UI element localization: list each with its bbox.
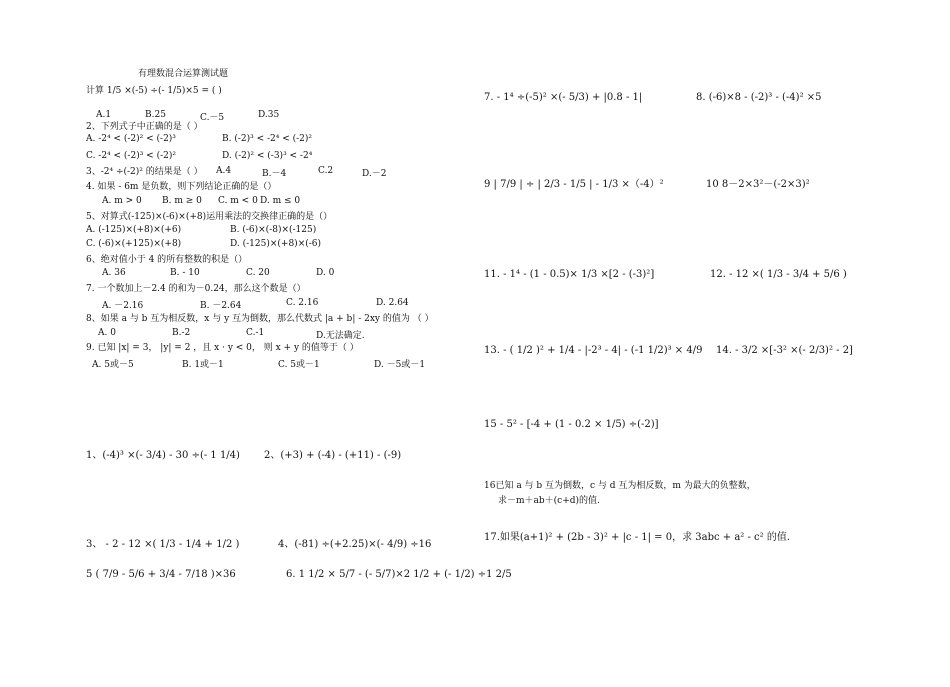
option: C.2 xyxy=(318,166,334,176)
option: D.无法确定. xyxy=(316,331,365,341)
calc-problem-15: 15 - 5² - [-4 + (1 - 0.2 × 1/5) ÷(-2)] xyxy=(484,419,659,430)
option: D. －5或－1 xyxy=(374,360,426,370)
calc-problem-1: 1、(-4)³ ×(- 3/4) - 30 ÷(- 1 1/4) xyxy=(86,450,240,461)
option: A. m > 0 xyxy=(102,196,142,206)
option: A.4 xyxy=(216,166,232,176)
option: A. 0 xyxy=(98,328,116,338)
option: C. m < 0 xyxy=(218,196,258,206)
calc-problem-2: 2、(+3) + (-4) - (+11) - (-9) xyxy=(264,450,402,461)
option: B. (-6)×(-8)×(-125) xyxy=(230,225,317,235)
calc-problem-9: 9 | 7/9 | ÷ | 2/3 - 1/5 | - 1/3 ×（-4）² xyxy=(484,179,664,190)
option: D. m ≤ 0 xyxy=(260,196,301,206)
calc-problem-6: 6. 1 1/2 × 5/7 - (- 5/7)×2 1/2 + (- 1/2) ÷1 2/5 xyxy=(286,569,512,580)
question-stem: 3、-2⁴ ÷(-2)² 的结果是（ ） xyxy=(86,167,203,177)
option: D.－2 xyxy=(362,169,387,179)
question-16-line1: 16已知 a 与 b 互为倒数，c 与 d 互为相反数，m 为最大的负整数， xyxy=(484,481,756,491)
calc-problem-4: 4、(-81) ÷(+2.25)×(- 4/9) ÷16 xyxy=(278,539,432,550)
option: A. -2⁴ < (-2)² < (-2)³ xyxy=(86,134,176,144)
question-stem: 8、如果 a 与 b 互为相反数，x 与 y 互为倒数，那么代数式 |a + b| - 2xy 的值为 （ ） xyxy=(86,314,434,324)
question-stem: 9. 已知 |x| = 3， |y| = 2 ，且 x · y < 0， 则 x + y 的值等于（ ） xyxy=(86,343,359,353)
option: A. －2.16 xyxy=(102,301,144,311)
option: B. m ≥ 0 xyxy=(162,196,202,206)
option: C.－5 xyxy=(200,113,225,123)
option: D. (-2)² < (-3)³ < -2⁴ xyxy=(222,151,313,161)
calc-problem-12: 12. - 12 ×( 1/3 - 3/4 + 5/6 ) xyxy=(710,269,847,280)
option: B.－4 xyxy=(262,169,287,179)
option: B. (-2)³ < -2⁴ < (-2)² xyxy=(222,134,313,144)
option: D. (-125)×(+8)×(-6) xyxy=(230,239,322,249)
question-stem: 4. 如果 - 6m 是负数，则下列结论正确的是（） xyxy=(86,182,277,192)
option: B.25 xyxy=(145,110,166,120)
calc-problem-3: 3、 - 2 - 12 ×( 1/3 - 1/4 + 1/2 ) xyxy=(86,539,240,550)
option: D. 2.64 xyxy=(376,298,409,308)
question-stem: 7. 一个数加上－2.4 的和为－0.24，那么这个数是（） xyxy=(86,284,306,294)
question-stem: 计算 1/5 ×(-5) ÷(- 1/5)×5 = ( ) xyxy=(86,86,222,96)
option: A. 5或－5 xyxy=(92,360,134,370)
option: D. 0 xyxy=(316,268,335,278)
option: B.-2 xyxy=(172,328,191,338)
option: B. 1或－1 xyxy=(182,360,224,370)
option: C.-1 xyxy=(246,328,265,338)
question-stem: 5、对算式(-125)×(-6)×(+8)运用乘法的交换律正确的是（） xyxy=(86,212,333,222)
option: C. (-6)×(+125)×(+8) xyxy=(86,239,182,249)
page-title: 有理数混合运算测试题 xyxy=(138,69,229,79)
question-stem: 6、绝对值小于 4 的所有整数的积是（） xyxy=(86,255,248,265)
option: B. - 10 xyxy=(170,268,200,278)
option: A. (-125)×(+8)×(+6) xyxy=(86,225,182,235)
question-stem: 2、下列式子中正确的是（ ） xyxy=(86,122,203,132)
question-17: 17.如果(a+1)² + (2b - 3)² + |c - 1| = 0，求 3abc + a² - c² 的值. xyxy=(484,532,791,543)
option: A.1 xyxy=(96,110,112,120)
calc-problem-5: 5 ( 7/9 - 5/6 + 3/4 - 7/18 )×36 xyxy=(86,569,236,580)
calc-problem-10: 10 8－2×3²－(-2×3)² xyxy=(706,179,810,190)
option: C. 20 xyxy=(246,268,270,278)
question-16-line2: 求－m＋ab＋(c+d)的值. xyxy=(498,496,600,506)
calc-problem-8: 8. (-6)×8 - (-2)³ - (-4)² ×5 xyxy=(696,92,822,103)
option: C. -2⁴ < (-2)³ < (-2)² xyxy=(86,151,176,161)
option: C. 2.16 xyxy=(286,298,319,308)
option: B. －2.64 xyxy=(200,301,242,311)
option: A. 36 xyxy=(102,268,126,278)
calc-problem-14: 14. - 3/2 ×[-3² ×(- 2/3)² - 2] xyxy=(716,345,853,356)
calc-problem-7: 7. - 1⁴ ÷(-5)² ×(- 5/3) + |0.8 - 1| xyxy=(484,92,643,103)
calc-problem-13: 13. - ( 1/2 )² + 1/4 - |-2³ - 4| - (-1 1/2)³ × 4/9 xyxy=(484,345,703,356)
option: C. 5或－1 xyxy=(278,360,320,370)
option: D.35 xyxy=(258,110,280,120)
calc-problem-11: 11. - 1⁴ - (1 - 0.5)× 1/3 ×[2 - (-3)²] xyxy=(484,269,655,280)
